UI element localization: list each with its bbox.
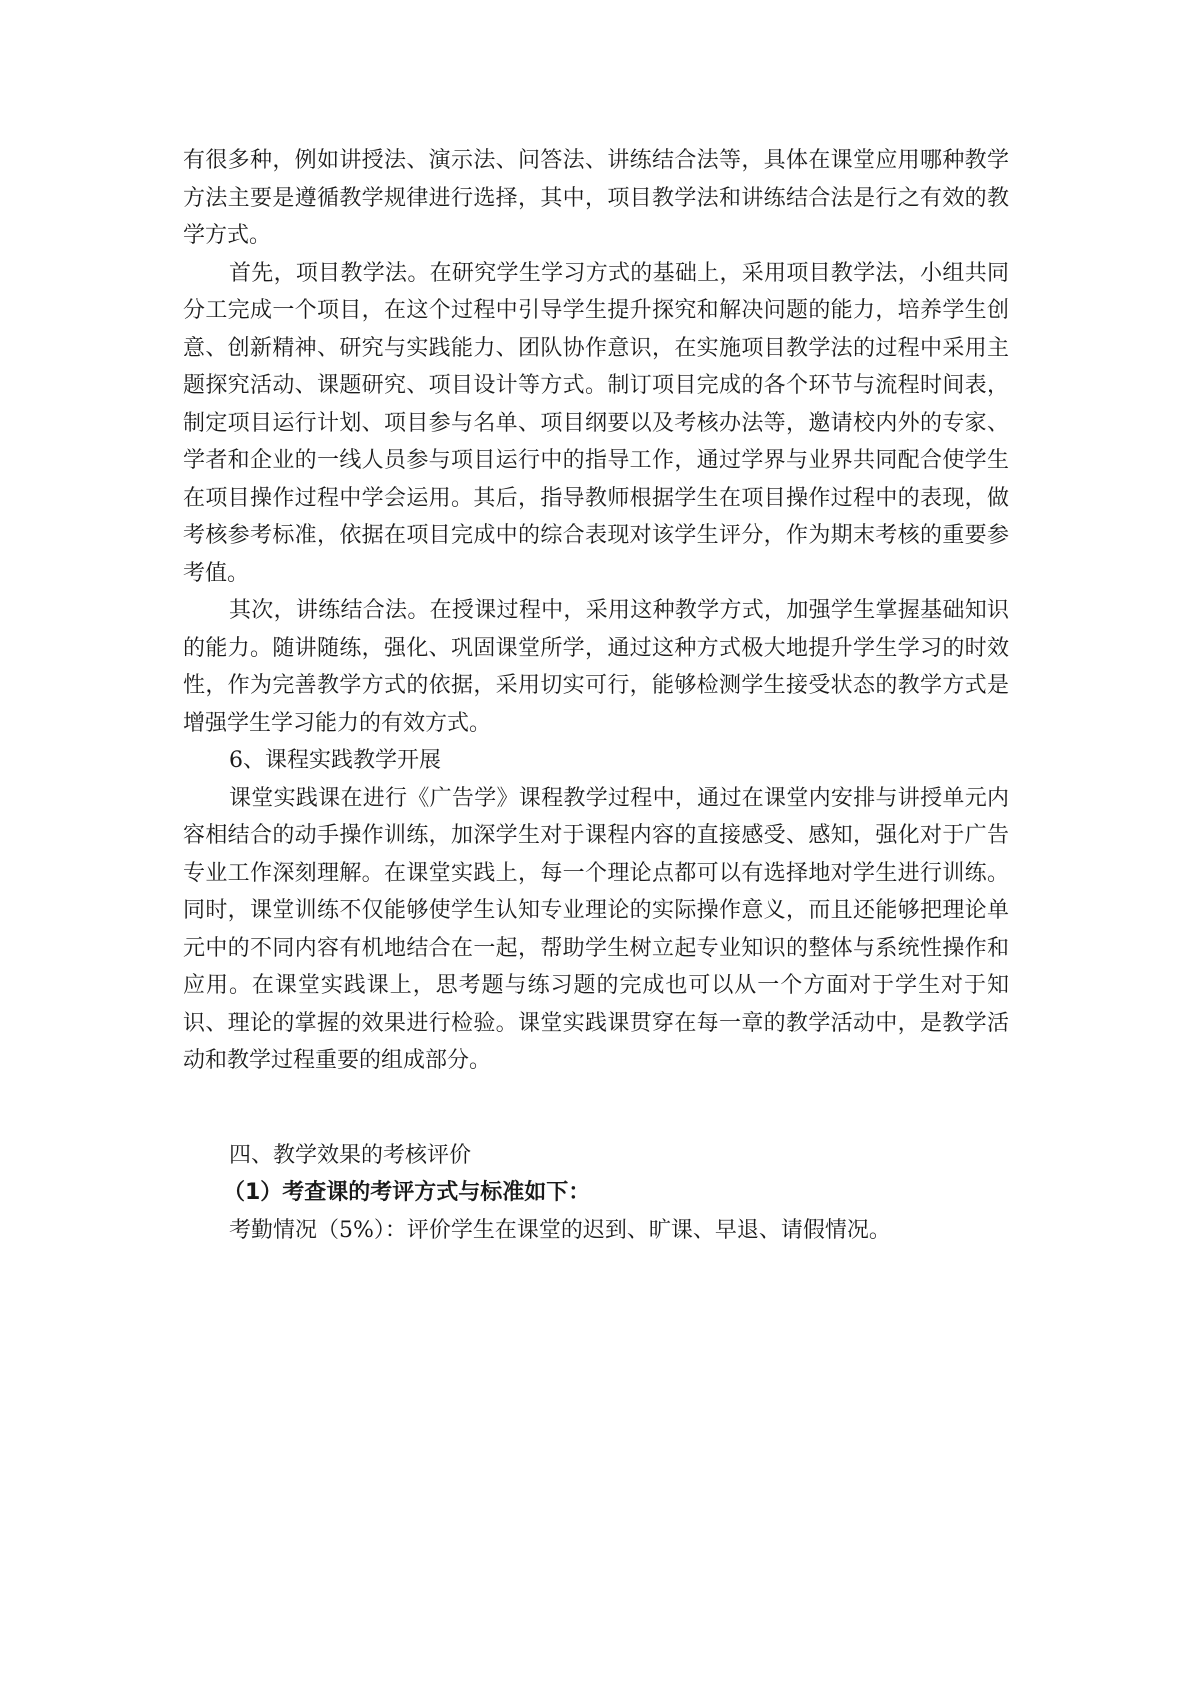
body-paragraph: 首先，项目教学法。在研究学生学习方式的基础上，采用项目教学法，小组共同分工完成一个项目，在这个过程中引导学生提升探究和解决问题的能力，培养学生创意、创新精神、研究与实践能力、团队协作意识，在实施项目教学法的过程中采用主题探究活动、课题研究、项目设计等方式。制订项目完成的各个环节与流程时间表，制定项目运行计划、项目参与名单、项目纲要以及考核办法等，邀请校内外的专家、学者和企业的一线人员参与项目运行中的指导工作，通过学界与业界共同配合使学生在项目操作过程中学会运用。其后，指导教师根据学生在项目操作过程中的表现，做考核参考标准，依据在项目完成中的综合表现对该学生评分，作为期末考核的重要参考值。 <box>183 260 1009 586</box>
body-paragraph: 课堂实践课在进行《广告学》课程教学过程中，通过在课堂内安排与讲授单元内容相结合的动手操作训练，加深学生对于课程内容的直接感受、感知，强化对于广告专业工作深刻理解。在课堂实践上，每一个理论点都可以有选择地对学生进行训练。同时，课堂训练不仅能够使学生认知专业理论的实际操作意义，而且还能够把理论单元中的不同内容有机地结合在一起，帮助学生树立起专业知识的整体与系统性操作和应用。在课堂实践课上，思考题与练习题的完成也可以从一个方面对于学生对于知识、理论的掌握的效果进行检验。课堂实践课贯穿在每一章的教学活动中，是教学活动和教学过程重要的组成部分。 <box>183 785 1009 1073</box>
document-body <box>183 142 1009 1249</box>
body-paragraph: 其次，讲练结合法。在授课过程中，采用这种教学方式，加强学生掌握基础知识的能力。随讲随练，强化、巩固课堂所学，通过这种方式极大地提升学生学习的时效性，作为完善教学方式的依据，采用切实可行，能够检测学生接受状态的教学方式是增强学生学习能力的有效方式。 <box>183 598 1009 736</box>
body-paragraph: 有很多种，例如讲授法、演示法、问答法、讲练结合法等，具体在课堂应用哪种教学方法主要是遵循教学规律进行选择，其中，项目教学法和讲练结合法是行之有效的教学方式。 <box>183 148 1009 248</box>
section-heading: 四、教学效果的考核评价 <box>229 1142 472 1168</box>
body-paragraph: 考勤情况（5%）：评价学生在课堂的迟到、旷课、早退、请假情况。 <box>229 1217 891 1243</box>
subsection-heading: 6、课程实践教学开展 <box>229 748 441 773</box>
bold-subheading: （1）考查课的考评方式与标准如下： <box>223 1180 591 1205</box>
